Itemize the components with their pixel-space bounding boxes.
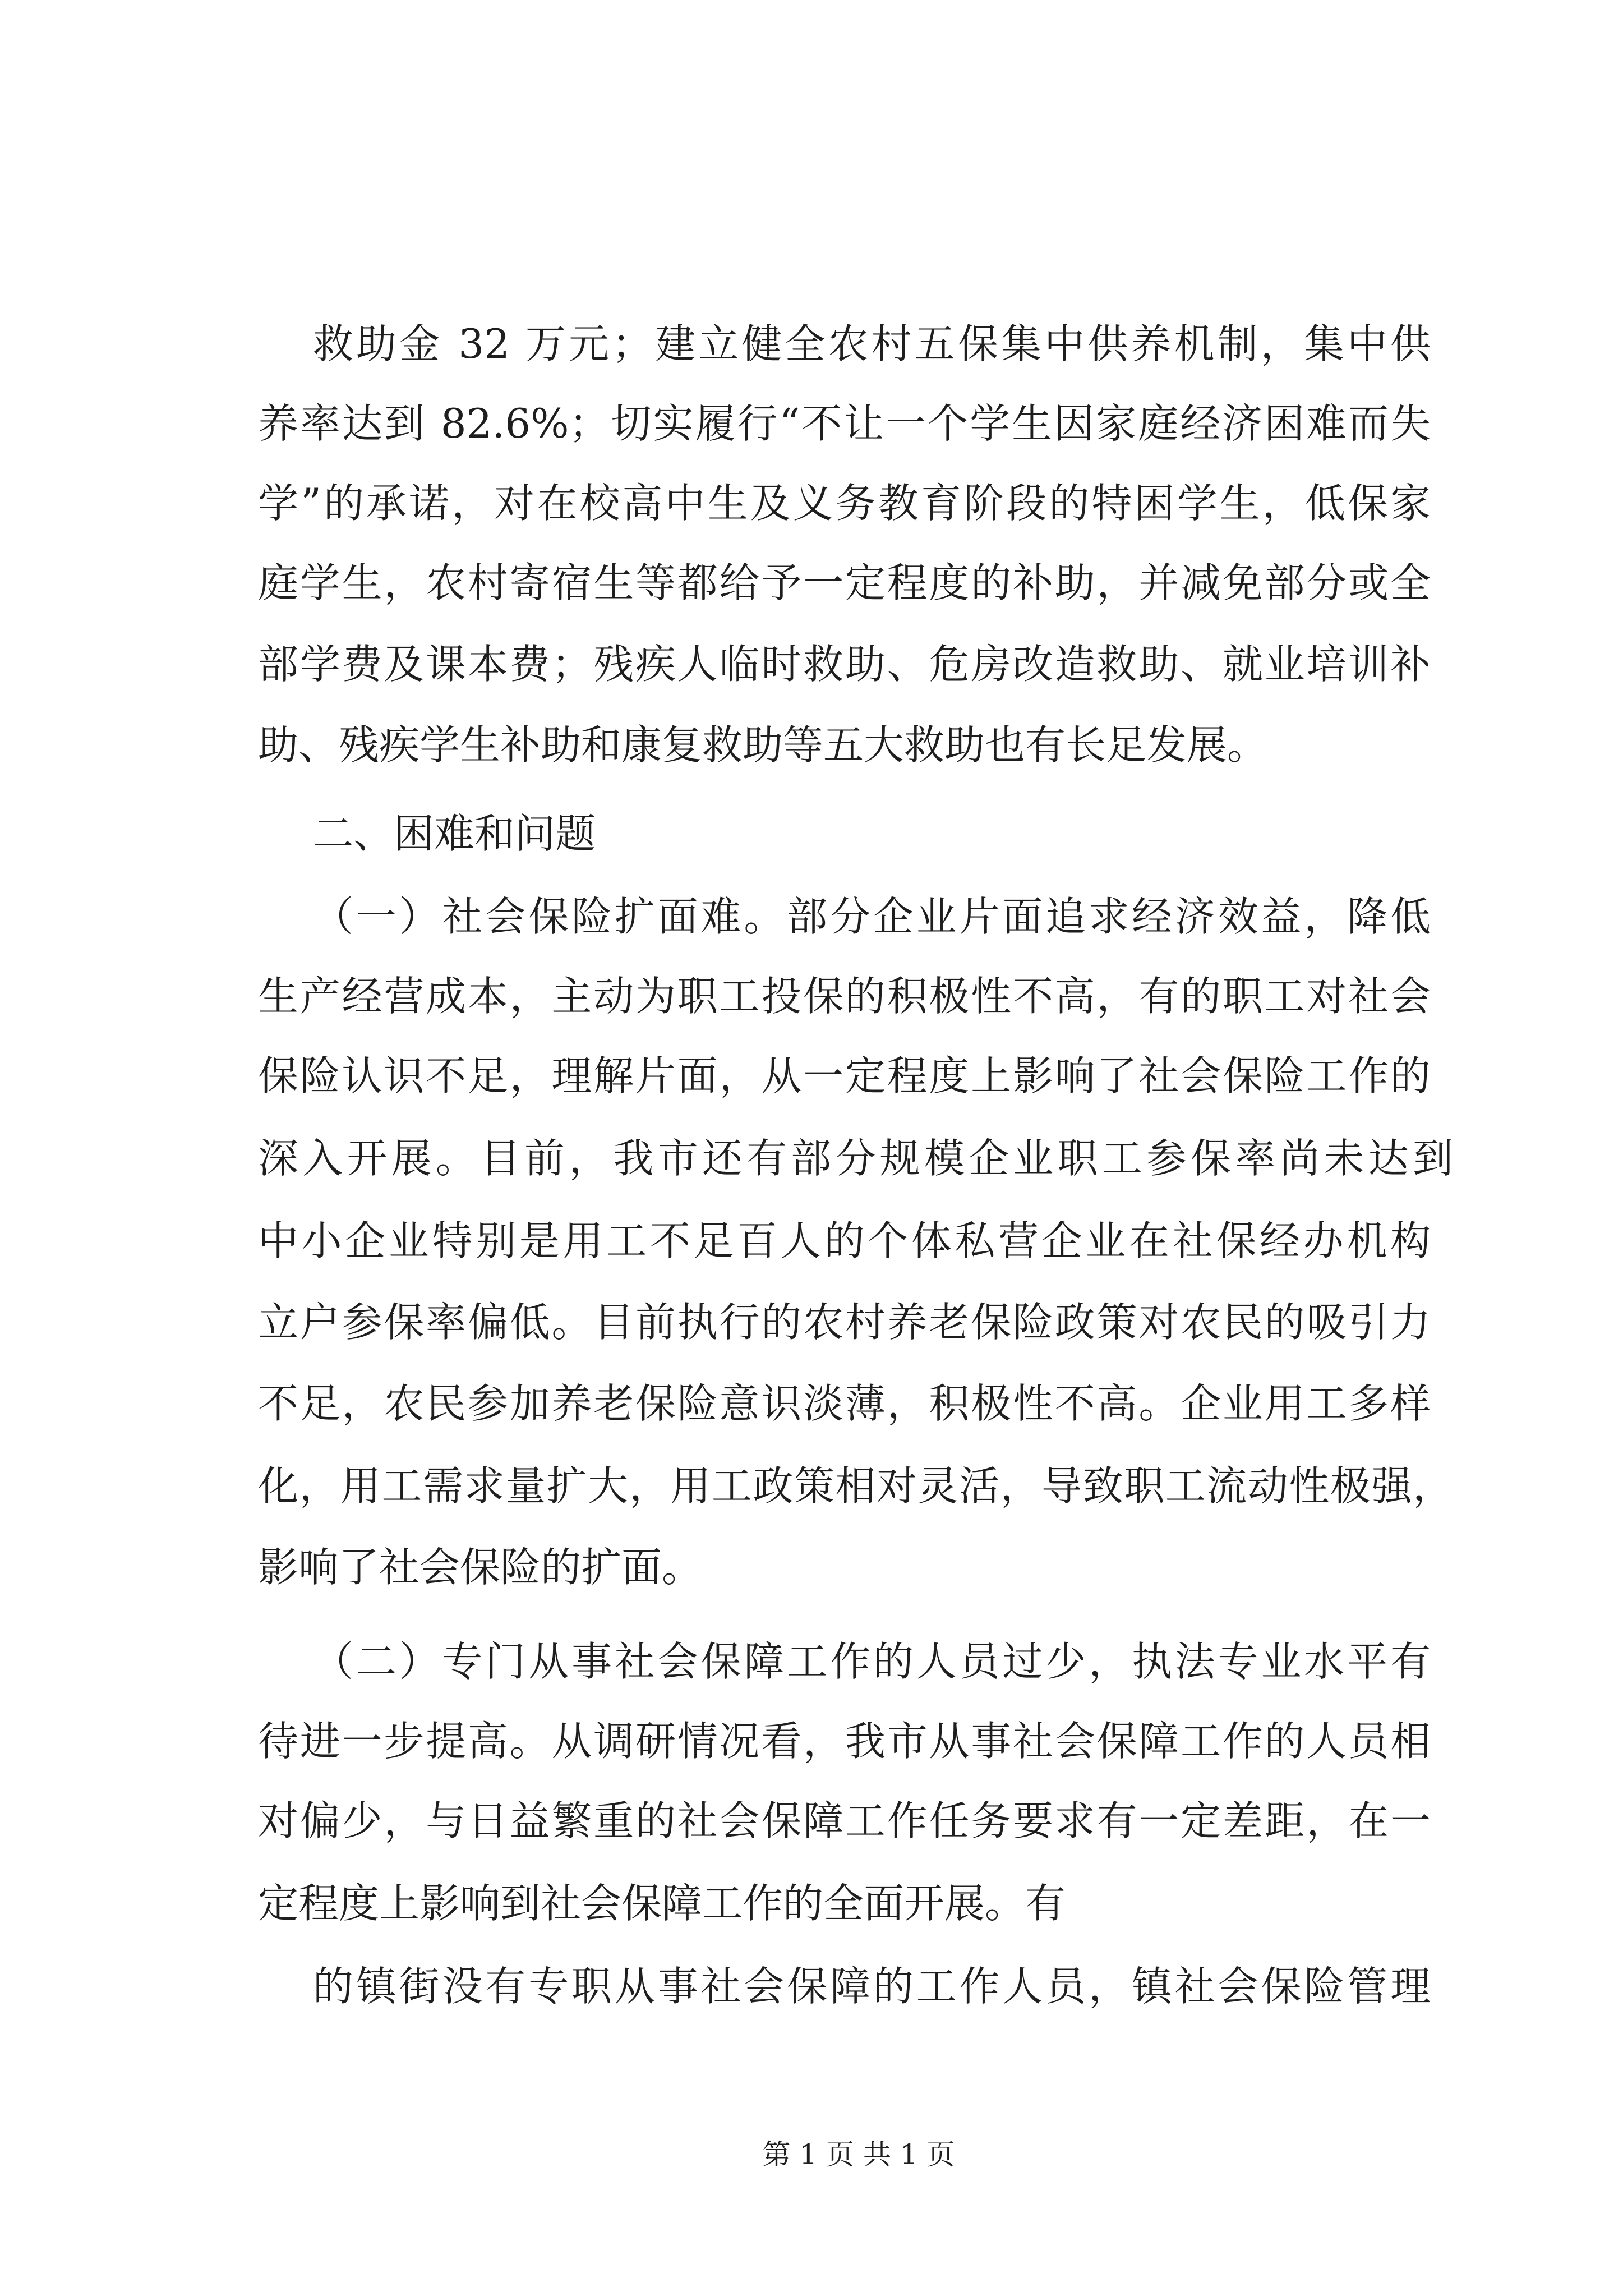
paragraph-line: 中小企业特别是用工不足百人的个体私营企业在社保经办机构 xyxy=(258,1217,1431,1264)
paragraph-line: 保险认识不足，理解片面，从一定程度上影响了社会保险工作的 xyxy=(258,1052,1431,1099)
paragraph-line: 不足，农民参加养老保险意识淡薄，积极性不高。企业用工多样 xyxy=(258,1380,1431,1427)
paragraph-line: 的镇街没有专职从事社会保障的工作人员，镇社会保险管理 xyxy=(313,1963,1431,2010)
paragraph-line: 对偏少，与日益繁重的社会保障工作任务要求有一定差距，在一 xyxy=(258,1797,1431,1844)
paragraph-line: 学”的承诺，对在校高中生及义务教育阶段的特困学生，低保家 xyxy=(258,480,1431,527)
paragraph-line: 部学费及课本费；残疾人临时救助、危房改造救助、就业培训补 xyxy=(258,641,1431,688)
paragraph-line: 助、残疾学生补助和康复救助等五大救助也有长足发展。 xyxy=(258,721,1268,769)
paragraph-line: 养率达到 82.6%；切实履行“不让一个学生因家庭经济困难而失 xyxy=(258,400,1431,447)
section-heading: 二、困难和问题 xyxy=(313,810,596,857)
paragraph-line: 化，用工需求量扩大，用工政策相对灵活，导致职工流动性极强， xyxy=(258,1462,1453,1510)
paragraph-line: 庭学生，农村寄宿生等都给予一定程度的补助，并减免部分或全 xyxy=(258,559,1431,606)
paragraph-line: 待进一步提高。从调研情况看，我市从事社会保障工作的人员相 xyxy=(258,1718,1431,1765)
paragraph-line: 深入开展。目前，我市还有部分规模企业职工参保率尚未达到 xyxy=(258,1135,1453,1182)
paragraph-line: （一）社会保险扩面难。部分企业片面追求经济效益，降低 xyxy=(313,893,1431,940)
paragraph-line: 生产经营成本，主动为职工投保的积极性不高，有的职工对社会 xyxy=(258,973,1431,1020)
paragraph-line: （二）专门从事社会保障工作的人员过少，执法专业水平有 xyxy=(313,1638,1431,1685)
page-footer-page-number: 第 1 页 共 1 页 xyxy=(762,2138,955,2171)
paragraph-line: 影响了社会保险的扩面。 xyxy=(258,1544,703,1591)
paragraph-line: 立户参保率偏低。目前执行的农村养老保险政策对农民的吸引力 xyxy=(258,1299,1431,1346)
paragraph-line: 定程度上影响到社会保障工作的全面开展。有 xyxy=(258,1880,1066,1927)
paragraph-line: 救助金 32 万元；建立健全农村五保集中供养机制，集中供 xyxy=(313,320,1431,367)
